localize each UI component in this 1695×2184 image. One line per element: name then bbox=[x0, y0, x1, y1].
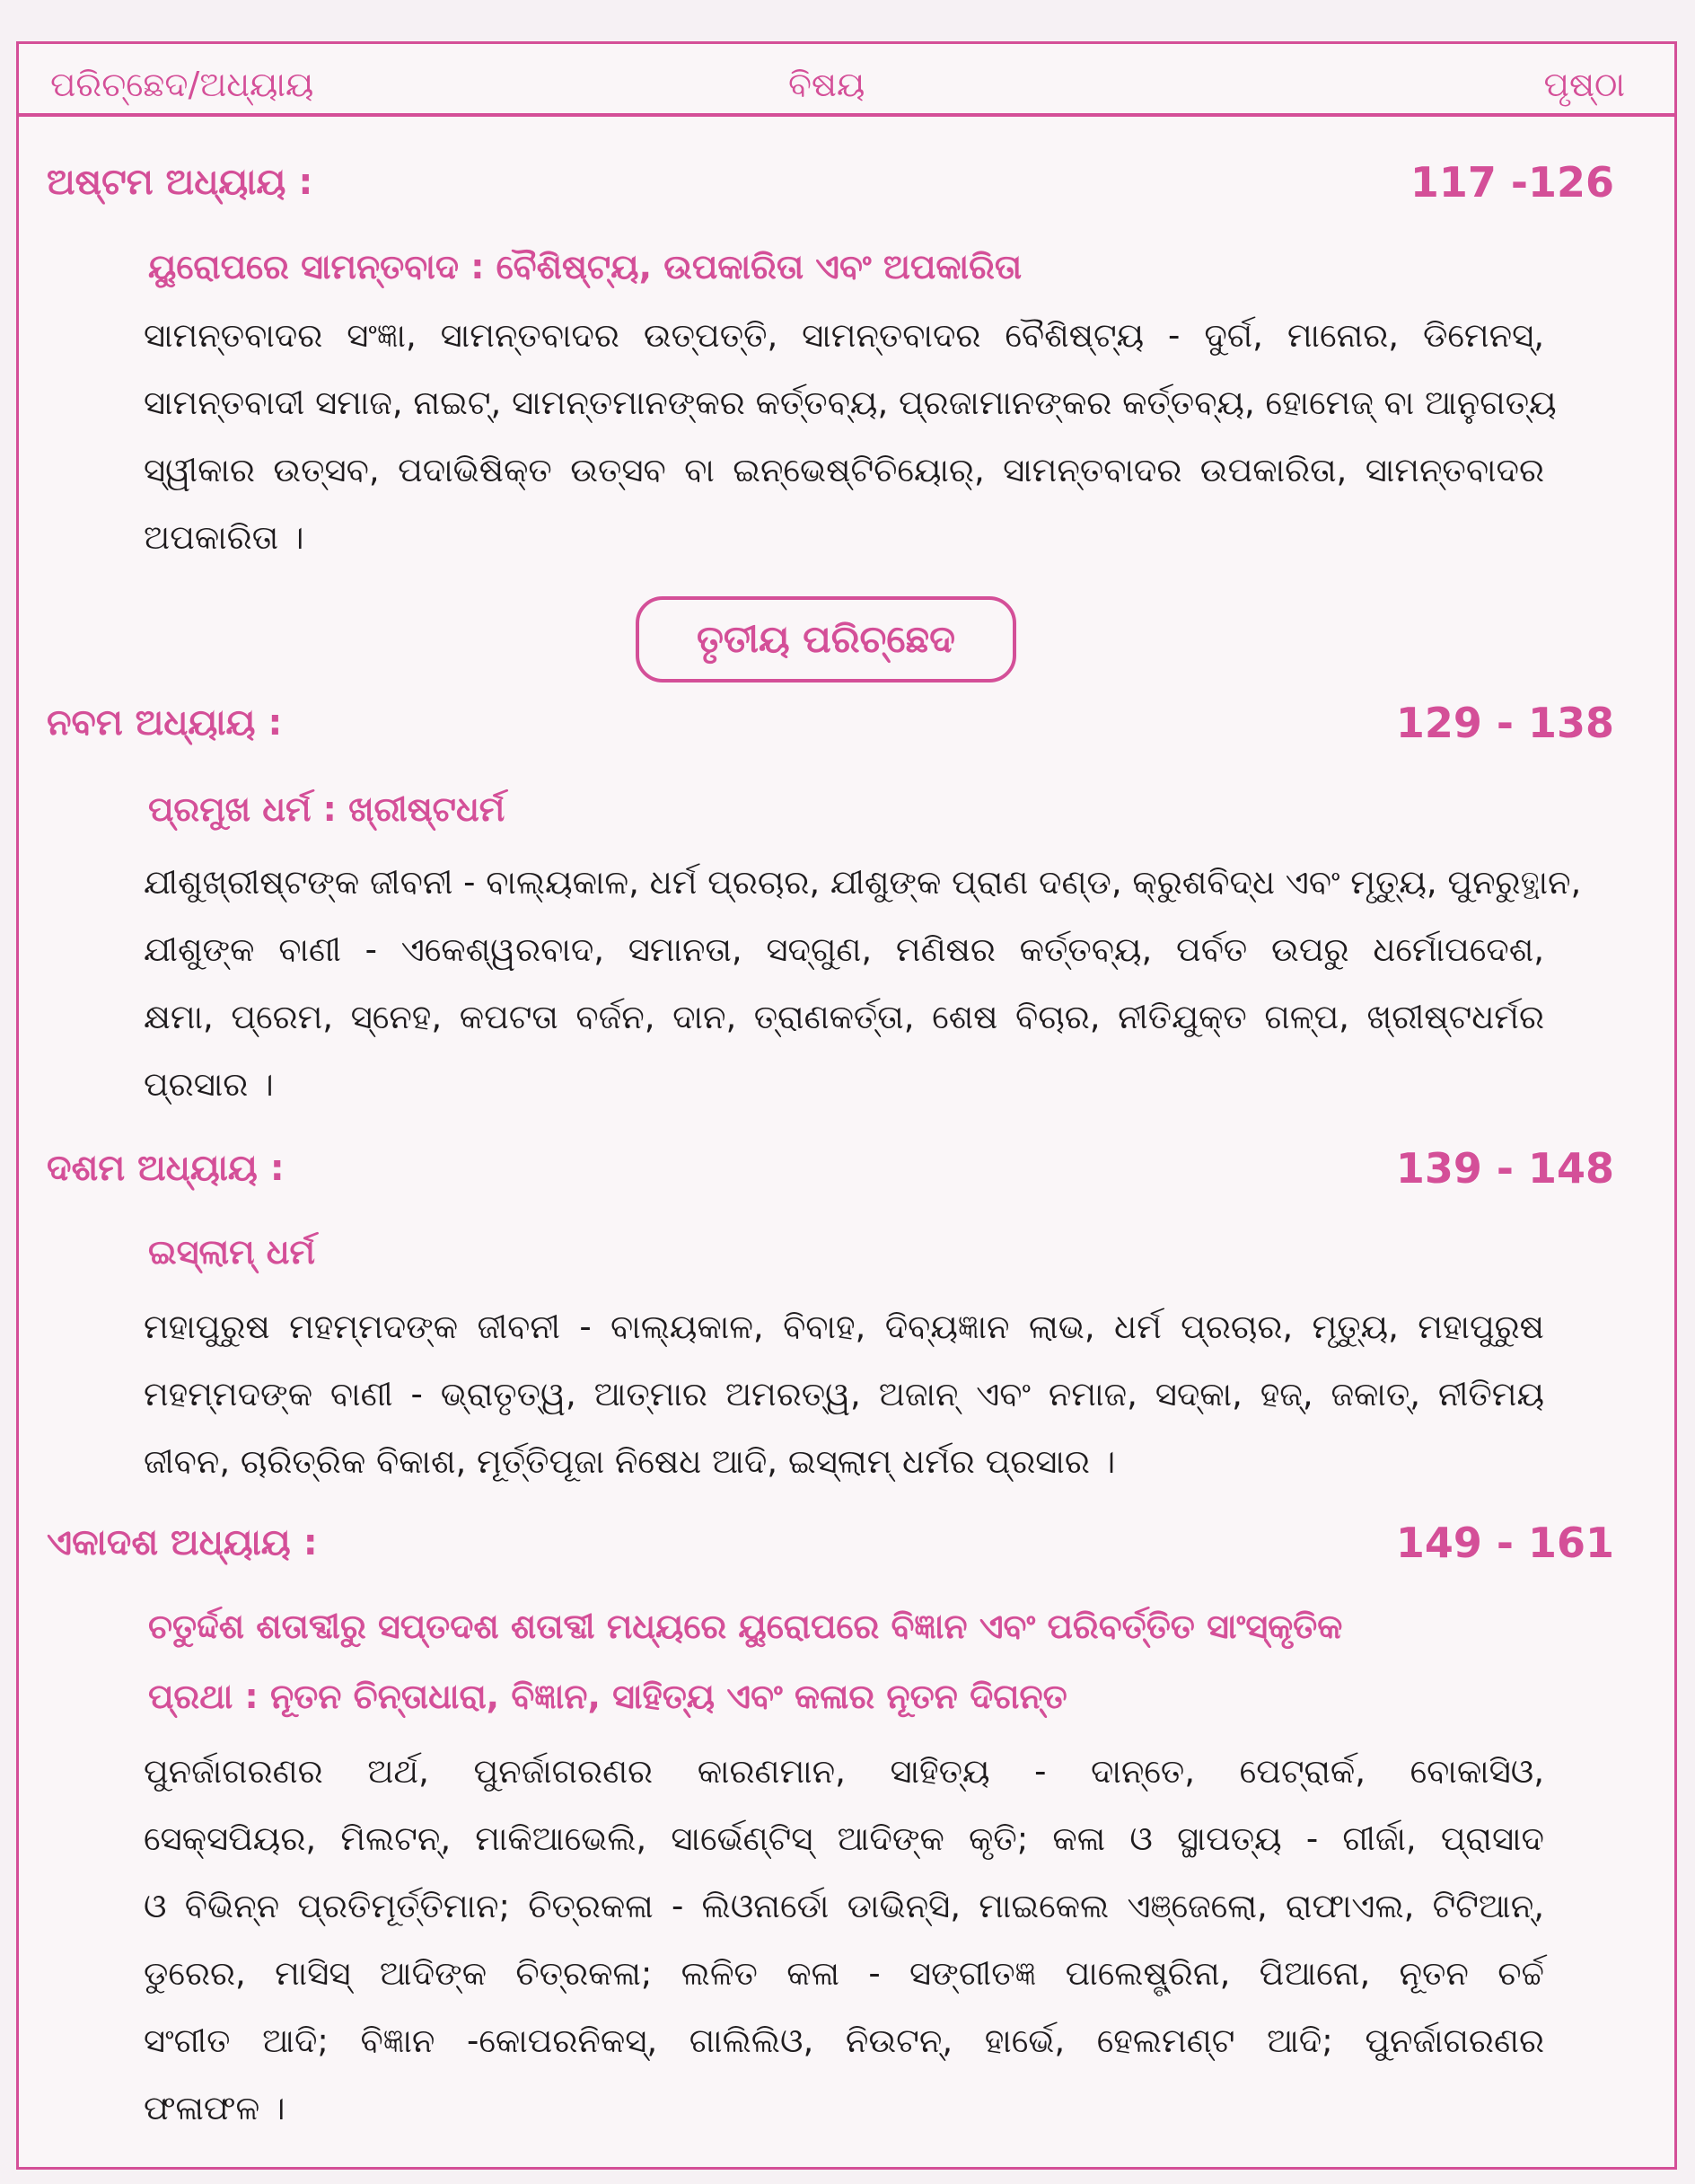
body-line: ପ୍ରସାର । bbox=[144, 1065, 274, 1104]
body-line: ଫଳାଫଳ । bbox=[144, 2089, 285, 2127]
body-line: ଯୀଶୁଖ୍ରୀଷ୍ଟଙ୍କ ଜୀବନୀ - ବାଲ୍ୟକାଳ, ଧର୍ମ ପ୍ରଚାର, ଯୀଶୁଙ୍କ ପ୍ରାଣ ଦଣ୍ଡ, କ୍ରୁଶବିଦ୍ଧ ଏବଂ ମୃତ୍ୟୁ, ପୁନରୁତ୍ଥାନ, bbox=[144, 863, 1582, 902]
subtitle-line: ଚତୁର୍ଦ୍ଦଶ ଶତାବ୍ଦୀରୁ ସପ୍ତଦଶ ଶତାବ୍ଦୀ ମଧ୍ୟରେ ୟୁରୋପରେ ବିଜ୍ଞାନ ଏବଂ ପରିବର୍ତ୍ତିତ ସାଂସ୍କୃତିକ bbox=[148, 1607, 1343, 1646]
chapter-9-pages: 129 - 138 bbox=[1395, 699, 1614, 747]
body-line: କ୍ଷମା, ପ୍ରେମ, ସ୍ନେହ, କପଟତା ବର୍ଜନ, ଦାନ, ତ୍ରାଣକର୍ତ୍ତା, ଶେଷ ବିଚାର, ନୀତିଯୁକ୍ତ ଗଳ୍ପ, ଖ୍ରୀଷ୍ଟଧର୍ମର bbox=[144, 998, 1544, 1036]
chapter-11-subtitle bbox=[148, 1591, 1549, 1731]
chapter-11-body bbox=[144, 1738, 1544, 2142]
chapter-9-body bbox=[144, 849, 1582, 1118]
subtitle-line: ୟୁରୋପରେ ସାମନ୍ତବାଦ : ବୈଶିଷ୍ଟ୍ୟ, ଉପକାରିତା ଏବଂ ଅପକାରିତା bbox=[148, 247, 1023, 286]
body-line: ମହମ୍ମଦଙ୍କ ବାଣୀ - ଭ୍ରାତୃତ୍ୱ, ଆତ୍ମାର ଅମରତ୍ୱ, ଅଜାନ୍ ଏବଂ ନମାଜ, ସଦ୍‌କା, ହଜ୍, ଜକାତ୍, ନୀତିମୟ bbox=[144, 1375, 1544, 1413]
chapter-10-body bbox=[144, 1293, 1544, 1495]
body-line: ସଂଗୀତ ଆଦି; ବିଜ୍ଞାନ -କୋପରନିକସ୍, ଗାଲିଲିଓ, ନିଉଟନ୍, ହାର୍ଭେ, ହେଲମଣ୍ଟ ଆଦି; ପୁନର୍ଜାଗରଣର bbox=[144, 2021, 1544, 2060]
chapter-8-body bbox=[144, 302, 1557, 571]
header-page: ପୃଷ୍ଠା bbox=[1543, 65, 1625, 104]
chapter-9-title: ନବମ ଅଧ୍ୟାୟ : bbox=[47, 702, 283, 744]
header-chapter: ପରିଚ୍ଛେଦ/ଅଧ୍ୟାୟ bbox=[50, 65, 314, 104]
body-line: ସାମନ୍ତବାଦର ସଂଜ୍ଞା, ସାମନ୍ତବାଦର ଉତ୍ପତ୍ତି, ସାମନ୍ତବାଦର ବୈଶିଷ୍ଟ୍ୟ - ଦୁର୍ଗ, ମାନୋର, ଡିମେନସ୍, bbox=[144, 316, 1544, 355]
chapter-11-title: ଏକାଦଶ ଅଧ୍ୟାୟ : bbox=[47, 1522, 318, 1563]
top-rule bbox=[16, 41, 1677, 44]
subtitle-line: ପ୍ରଥା : ନୂତନ ଚିନ୍ତାଧାରା, ବିଜ୍ଞାନ, ସାହିତ୍ୟ ଏବଂ କଳାର ନୂତନ ଦିଗନ୍ତ bbox=[148, 1677, 1067, 1716]
body-line: ସାମନ୍ତବାଦୀ ସମାଜ, ନାଇଟ୍, ସାମନ୍ତମାନଙ୍କର କର୍ତ୍ତବ୍ୟ, ପ୍ରଜାମାନଙ୍କର କର୍ତ୍ତବ୍ୟ, ହୋମେଜ୍ ବା ଆନୁଗତ୍ୟ bbox=[144, 383, 1557, 422]
body-line: ଜୀବନ, ଚାରିତ୍ରିକ ବିକାଶ, ମୂର୍ତ୍ତିପୂଜା ନିଷେଧ ଆଦି, ଇସ୍‌ଲାମ୍ ଧର୍ମର ପ୍ରସାର । bbox=[144, 1442, 1116, 1481]
chapter-10-title: ଦଶମ ଅଧ୍ୟାୟ : bbox=[47, 1148, 285, 1189]
chapter-8-subtitle bbox=[148, 232, 1549, 302]
body-line: ପୁନର୍ଜାଗରଣର ଅର୍ଥ, ପୁନର୍ଜାଗରଣର କାରଣମାନ, ସାହିତ୍ୟ - ଦାନ୍ତେ, ପେଟ୍ରାର୍କ, ବୋକାସିଓ, bbox=[144, 1752, 1544, 1791]
body-line: ଅପକାରିତା । bbox=[144, 518, 304, 557]
body-line: ସେକ୍‌ସପିୟର, ମିଲଟନ୍, ମାକିଆଭେଲି, ସାର୍ଭେଣ୍ଟିସ୍ ଆଦିଙ୍କ କୃତି; କଳା ଓ ସ୍ଥାପତ୍ୟ - ଗୀର୍ଜା, ପ୍ରାସାଦ bbox=[144, 1819, 1544, 1858]
chapter-10-subtitle bbox=[148, 1217, 1549, 1287]
body-line: ଓ ବିଭିନ୍ନ ପ୍ରତିମୂର୍ତ୍ତିମାନ; ଚିତ୍ରକଳା - ଲିଓନାର୍ଡୋ ଡାଭିନ୍‌ସି, ମାଇକେଲ ଏଞ୍ଜେଲୋ, ରାଫାଏଲ, ଟିଟିଆନ୍, bbox=[144, 1887, 1544, 1925]
chapter-11-pages: 149 - 161 bbox=[1395, 1519, 1614, 1567]
body-line: ଯୀଶୁଙ୍କ ବାଣୀ - ଏକେଶ୍ୱରବାଦ, ସମାନତା, ସଦ୍‌ଗୁଣ, ମଣିଷର କର୍ତ୍ତବ୍ୟ, ପର୍ବତ ଉପରୁ ଧର୍ମୋପଦେଶ, bbox=[144, 930, 1544, 969]
chapter-8-title: ଅଷ୍ଟମ ଅଧ୍ୟାୟ : bbox=[47, 162, 313, 203]
chapter-9-subtitle bbox=[148, 774, 1549, 844]
section-3-label: ତୃତୀୟ ପରିଚ୍ଛେଦ bbox=[636, 596, 1016, 682]
table-header bbox=[16, 52, 1677, 117]
subtitle-line: ଇସ୍‌ଲାମ୍ ଧର୍ମ bbox=[148, 1232, 315, 1272]
body-line: ଡୁରେର, ମାସିସ୍ ଆଦିଙ୍କ ଚିତ୍ରକଳା; ଲଳିତ କଳା - ସଙ୍ଗୀତଜ୍ଞ ପାଲେଷ୍ଟ୍ରିନା, ପିଆନୋ, ନୂତନ ଚର୍ଚ୍ଚ bbox=[144, 1954, 1544, 1993]
body-line: ମହାପୁରୁଷ ମହମ୍ମଦଙ୍କ ଜୀବନୀ - ବାଲ୍ୟକାଳ, ବିବାହ, ଦିବ୍ୟଜ୍ଞାନ ଲାଭ, ଧର୍ମ ପ୍ରଚାର, ମୃତ୍ୟୁ, ମହାପୁରୁଷ bbox=[144, 1308, 1544, 1346]
chapter-8-pages: 117 -126 bbox=[1410, 158, 1614, 207]
chapter-10-pages: 139 - 148 bbox=[1395, 1144, 1614, 1193]
body-line: ସ୍ୱୀକାର ଉତ୍ସବ, ପଦାଭିଷିକ୍ତ ଉତ୍ସବ ବା ଇନ୍‌ଭେଷ୍ଟିଚିୟୋର୍, ସାମନ୍ତବାଦର ଉପକାରିତା, ସାମନ୍ତବାଦର bbox=[144, 451, 1544, 489]
header-subject: ବିଷୟ bbox=[788, 65, 865, 104]
subtitle-line: ପ୍ରମୁଖ ଧର୍ମ : ଖ୍ରୀଷ୍ଟଧର୍ମ bbox=[148, 789, 505, 829]
